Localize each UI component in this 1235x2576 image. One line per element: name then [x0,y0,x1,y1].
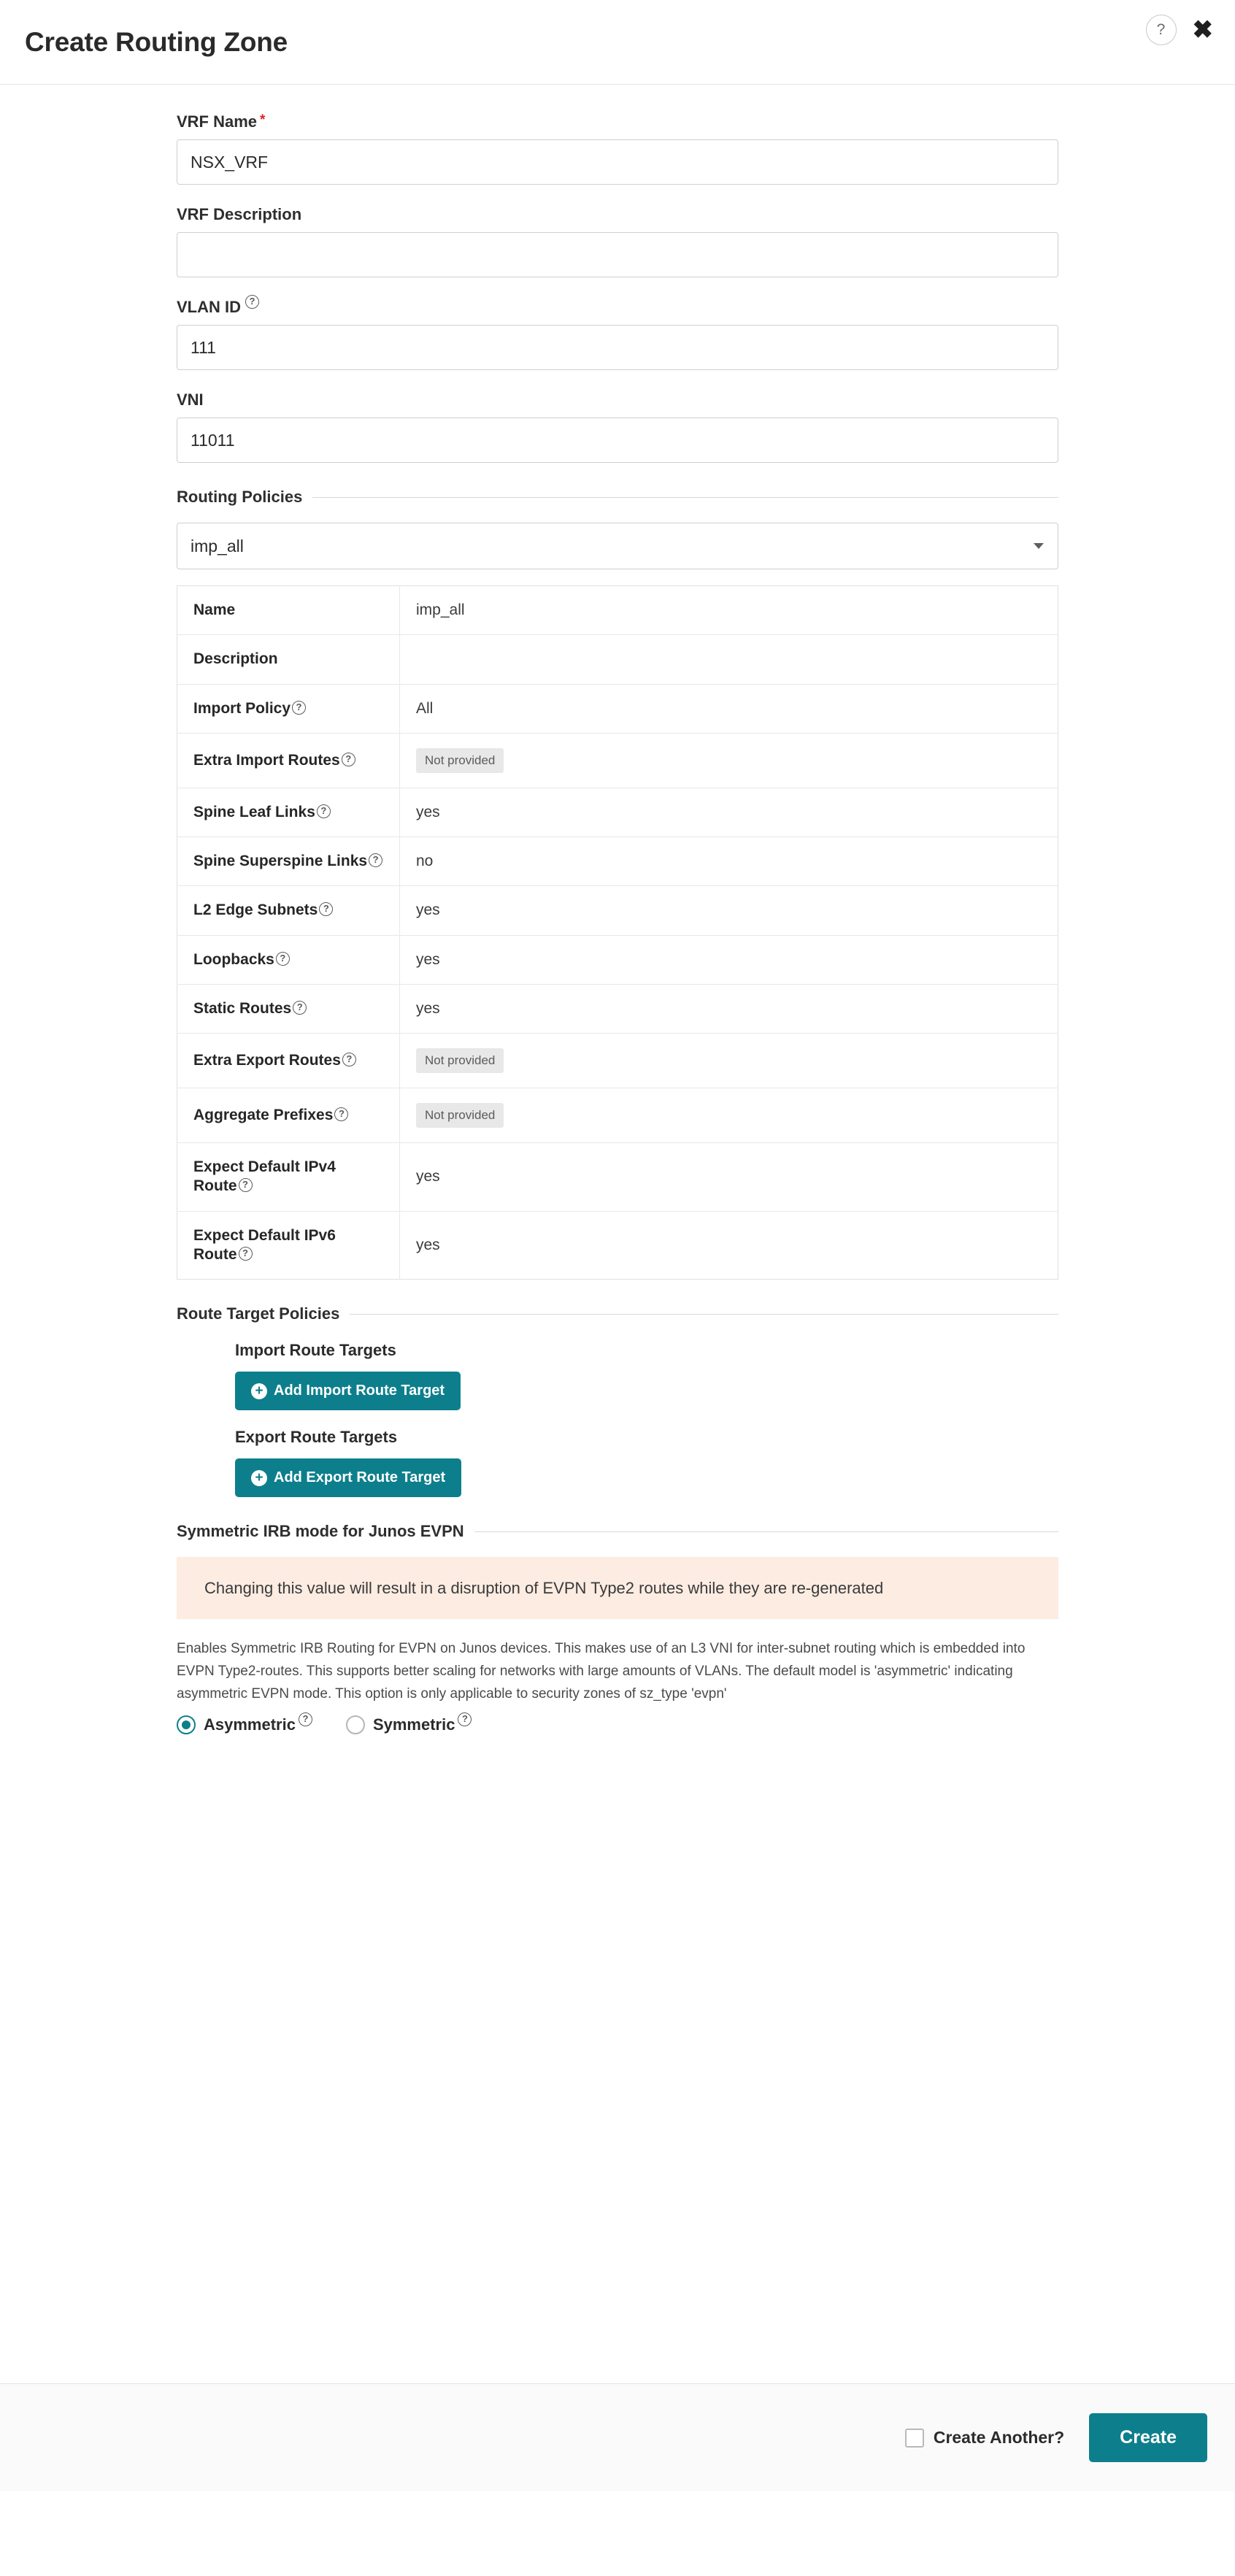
row-value [400,1143,1058,1212]
vrf-name-input[interactable] [177,139,1058,185]
row-value-text: All [416,699,434,717]
table-row [177,635,1058,684]
row-key-text: Spine Superspine Links [193,853,368,869]
row-key-text: Spine Leaf Links [193,803,315,820]
vrf-description-label-text: VRF Description [177,205,302,223]
row-value-text: yes [416,950,440,968]
routing-policy-selected-value: imp_all [191,536,244,555]
row-key-text: Loopbacks [193,950,274,968]
table-row [177,984,1058,1033]
routing-policies-section-label: Routing Policies [177,488,303,506]
table-row [177,935,1058,984]
add-export-route-target-label: Add Export Route Target [274,1469,446,1485]
radio-asymmetric-label: Asymmetric [204,1715,296,1734]
row-value-text: yes [416,1236,440,1253]
vlan-id-label [177,298,1058,317]
vlan-id-label-text: VLAN ID [177,298,241,316]
help-icon[interactable]: ? [276,952,290,966]
routing-policy-select-wrap [177,523,1058,569]
vni-label-text: VNI [177,391,204,409]
row-value [400,886,1058,935]
row-key [177,788,400,837]
table-row [177,586,1058,635]
help-icon[interactable]: ? [239,1178,253,1192]
row-key [177,1034,400,1088]
radio-asymmetric-label-wrap [204,1715,312,1734]
symmetric-irb-radio-group [177,1715,1058,1734]
table-row [177,837,1058,886]
table-row [177,1034,1058,1088]
help-icon[interactable]: ? [319,902,333,916]
table-row [177,1088,1058,1143]
row-key [177,635,400,684]
add-import-route-target-button[interactable] [235,1372,461,1410]
row-key-text: Extra Export Routes [193,1051,341,1069]
import-route-targets-group [235,1341,1058,1410]
row-key [177,586,400,635]
vrf-description-field [177,205,1058,277]
route-target-policies-section-header [177,1304,1058,1323]
help-icon[interactable]: ? [1146,15,1177,45]
help-icon[interactable]: ? [317,804,331,818]
vlan-id-field [177,298,1058,370]
row-value-text: yes [416,999,440,1017]
row-value [400,1034,1058,1088]
table-row [177,1211,1058,1280]
row-key-text: L2 Edge Subnets [193,901,318,919]
row-key [177,837,400,886]
row-key [177,984,400,1033]
symmetric-irb-description: Enables Symmetric IRB Routing for EVPN on Junos devices. This makes use of an L3 VNI for inter-subnet routing which is embedded into EVPN Type2-routes. This supports better scaling for networks with large amounts of VLANs. The default model is 'asymmetric' indicating asymmetric EVPN mode. This option is only applicable to security zones of sz_type 'evpn' [177,1641,1026,1702]
symmetric-irb-section-header [177,1522,1058,1541]
route-target-policies-section-label: Route Target Policies [177,1304,340,1323]
row-key [177,1143,400,1212]
status-badge: Not provided [416,1103,504,1128]
row-key-text: Name [193,601,236,618]
vrf-name-label-text: VRF Name [177,112,258,131]
row-key-text: Expect Default IPv4 Route [193,1158,336,1195]
row-key-text: Expect Default IPv6 Route [193,1226,336,1263]
row-value [400,935,1058,984]
close-icon[interactable]: ✖ [1192,16,1213,44]
row-key [177,733,400,788]
row-value [400,635,1058,684]
export-route-targets-group [235,1428,1058,1497]
help-icon[interactable]: ? [245,295,259,309]
vni-field [177,391,1058,463]
vrf-name-field [177,112,1058,185]
status-badge: Not provided [416,748,504,773]
required-marker: * [260,112,266,128]
row-value [400,1088,1058,1143]
help-icon[interactable]: ? [342,753,355,766]
radio-indicator-symmetric[interactable] [346,1715,365,1734]
help-icon[interactable]: ? [293,1001,307,1015]
row-value-text: imp_all [416,601,465,619]
row-value [400,1211,1058,1280]
vrf-description-input[interactable] [177,232,1058,277]
table-row [177,684,1058,733]
export-route-targets-label: Export Route Targets [235,1428,398,1446]
row-key [177,886,400,935]
vni-input[interactable] [177,418,1058,463]
vni-label [177,391,1058,410]
help-icon[interactable]: ? [239,1247,253,1261]
help-icon[interactable]: ? [334,1107,348,1121]
row-value [400,984,1058,1033]
chevron-down-icon[interactable] [1034,543,1044,549]
help-icon[interactable]: ? [299,1712,312,1726]
row-value [400,733,1058,788]
create-another-checkbox[interactable] [905,2428,1064,2448]
checkbox-indicator[interactable] [905,2429,924,2448]
radio-asymmetric[interactable] [177,1715,312,1734]
add-export-route-target-button[interactable] [235,1458,461,1497]
row-value-text: no [416,853,434,870]
section-divider [350,1314,1058,1315]
dialog-header [0,0,1235,85]
row-value-text: yes [416,1168,440,1185]
status-badge: Not provided [416,1048,504,1073]
help-icon[interactable]: ? [292,701,306,715]
create-button[interactable]: Create [1089,2413,1207,2462]
dialog-body [0,85,1235,2576]
row-key [177,1211,400,1280]
row-value [400,586,1058,635]
section-divider [474,1531,1058,1532]
row-key-text: Import Policy [193,699,291,717]
header-actions [1146,15,1214,45]
row-value-text: yes [416,803,440,820]
page-title: Create Routing Zone [25,26,288,57]
import-route-targets-label: Import Route Targets [235,1341,396,1359]
routing-policy-properties-table [177,585,1058,1280]
row-value [400,684,1058,733]
row-key [177,684,400,733]
row-key-text: Extra Import Routes [193,751,340,769]
routing-policy-select[interactable] [177,523,1058,569]
plus-icon: + [251,1470,267,1486]
help-icon[interactable]: ? [369,853,382,867]
add-import-route-target-label: Add Import Route Target [274,1383,445,1399]
vlan-id-input[interactable] [177,325,1058,370]
table-row [177,1143,1058,1212]
table-row [177,733,1058,788]
vrf-description-label [177,205,1058,224]
row-value [400,837,1058,886]
row-key [177,935,400,984]
warning-banner: Changing this value will result in a disruption of EVPN Type2 routes while they are re-generated [177,1557,1058,1619]
table-row [177,886,1058,935]
radio-symmetric-label: Symmetric [372,1715,455,1734]
plus-icon: + [251,1383,267,1399]
routing-policies-section-header [177,488,1058,507]
radio-symmetric[interactable] [346,1715,472,1734]
help-icon[interactable]: ? [342,1053,356,1066]
dialog-footer [0,2383,1235,2491]
routing-policy-table-body [177,586,1058,1280]
table-row [177,788,1058,837]
row-key [177,1088,400,1143]
row-key-text: Static Routes [193,999,292,1017]
form-area [177,112,1058,1734]
section-divider [312,497,1058,498]
create-another-label: Create Another? [933,2428,1065,2447]
help-icon[interactable]: ? [458,1712,472,1726]
row-key-text: Description [193,650,278,668]
row-value [400,788,1058,837]
radio-symmetric-label-wrap [373,1715,472,1734]
row-value-text: yes [416,901,440,919]
symmetric-irb-section-label: Symmetric IRB mode for Junos EVPN [177,1522,464,1540]
radio-indicator-asymmetric[interactable] [177,1715,196,1734]
row-key-text: Aggregate Prefixes [193,1106,334,1123]
vrf-name-label [177,112,1058,131]
